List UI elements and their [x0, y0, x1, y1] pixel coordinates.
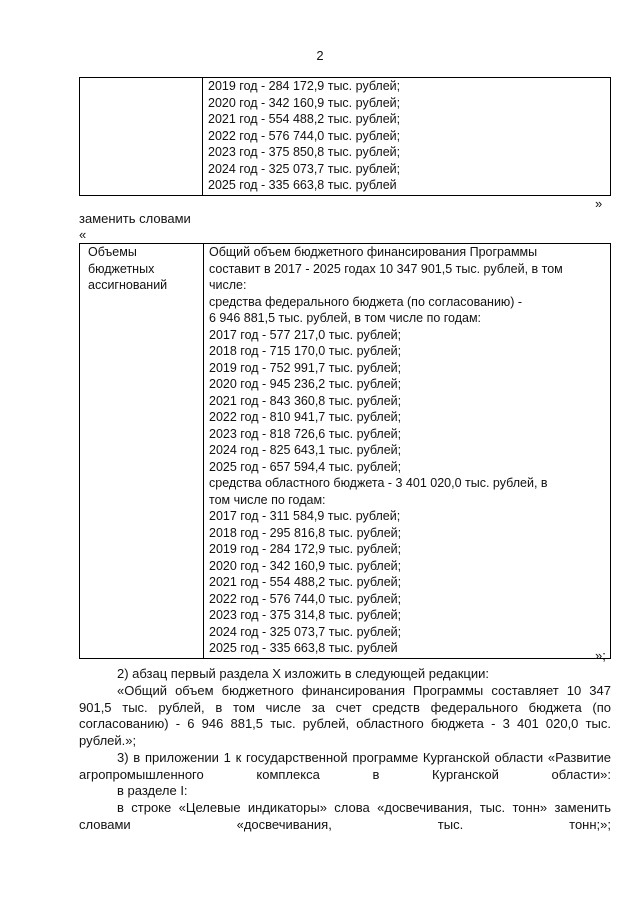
- table-line: 2025 год - 335 663,8 тыс. рублей: [208, 178, 397, 192]
- table-line: 2020 год - 342 160,9 тыс. рублей;: [209, 558, 402, 573]
- table-line: 2021 год - 843 360,8 тыс. рублей;: [209, 393, 402, 408]
- replace-instruction: заменить словами: [79, 211, 191, 226]
- table-line: 2017 год - 577 217,0 тыс. рублей;: [209, 327, 402, 342]
- table-line: 2025 год - 335 663,8 тыс. рублей: [209, 641, 398, 655]
- table-line: 2021 год - 554 488,2 тыс. рублей;: [209, 575, 402, 589]
- table-line: 2024 год - 825 643,1 тыс. рублей;: [209, 443, 402, 457]
- table-label-line: бюджетных: [88, 261, 155, 276]
- table-line: 2023 год - 818 726,6 тыс. рублей;: [209, 426, 402, 441]
- funding-table: [79, 243, 611, 659]
- paragraph-funding-text: «Общий объем бюджетного финансирования Программы составляет 10 347 901,5 тыс. рублей, в том числе за счет средств федерального бюджета (по согласованию) - 6 946 881,5 тыс. рублей, областного бюджета - 3 401 020,0 тыс. рублей.»;: [79, 683, 611, 748]
- table-line: 2019 год - 284 172,9 тыс. рублей;: [209, 542, 402, 556]
- table-label-cell: [80, 244, 204, 659]
- page-number: 2: [316, 48, 324, 63]
- table-fragment-right-cell: [203, 78, 611, 196]
- paragraph-indicators: в строке «Целевые индикаторы» слова «досвечивания, тыс. тонн» заменить словами «досвечивания, тыс. тонн;»;: [79, 800, 611, 832]
- table-line: 2024 год - 325 073,7 тыс. рублей;: [209, 624, 402, 639]
- table-line: 2022 год - 810 941,7 тыс. рублей;: [209, 410, 402, 424]
- table-line: 6 946 881,5 тыс. рублей, в том числе по годам:: [209, 311, 482, 325]
- table-line: 2019 год - 752 991,7 тыс. рублей;: [209, 360, 402, 375]
- closing-quote: »;: [595, 648, 606, 663]
- table-line: 2019 год - 284 172,9 тыс. рублей;: [208, 79, 401, 93]
- table-fragment-left-cell: [80, 78, 203, 196]
- table-line: 2017 год - 311 584,9 тыс. рублей;: [209, 509, 401, 523]
- table-line: 2022 год - 576 744,0 тыс. рублей;: [209, 591, 402, 606]
- paragraph-item-3: 3) в приложении 1 к государственной программе Курганской области «Развитие агропромышленного комплекса в Курганской области»:: [79, 750, 611, 782]
- table-line: 2024 год - 325 073,7 тыс. рублей;: [208, 161, 401, 176]
- table-line: 2025 год - 657 594,4 тыс. рублей;: [209, 459, 402, 474]
- paragraph-item-2: 2) абзац первый раздела X изложить в следующей редакции:: [117, 666, 489, 681]
- table-line: средства областного бюджета - 3 401 020,0 тыс. рублей, в: [209, 476, 548, 490]
- funding-table-fragment: [79, 77, 611, 196]
- table-content-cell: [204, 244, 611, 659]
- closing-quote: »: [595, 196, 603, 211]
- table-line: 2020 год - 342 160,9 тыс. рублей;: [208, 95, 401, 110]
- table-line: 2023 год - 375 850,8 тыс. рублей;: [208, 145, 401, 159]
- table-line: 2018 год - 715 170,0 тыс. рублей;: [209, 344, 402, 358]
- opening-quote: «: [79, 227, 87, 242]
- table-line: средства федерального бюджета (по согласованию) -: [209, 294, 523, 309]
- table-line: Общий объем бюджетного финансирования Программы: [209, 245, 538, 259]
- table-line: составит в 2017 - 2025 годах 10 347 901,5 тыс. рублей, в том: [209, 261, 563, 276]
- table-label-line: Объемы: [88, 245, 137, 259]
- table-line: 2018 год - 295 816,8 тыс. рублей;: [209, 525, 402, 540]
- table-line: 2023 год - 375 314,8 тыс. рублей;: [209, 608, 402, 622]
- table-line: том числе по годам:: [209, 492, 326, 507]
- table-line: 2020 год - 945 236,2 тыс. рублей;: [209, 377, 402, 391]
- table-line: 2022 год - 576 744,0 тыс. рублей;: [208, 128, 401, 143]
- paragraph-section: в разделе I:: [117, 783, 188, 798]
- table-line: 2021 год - 554 488,2 тыс. рублей;: [208, 112, 401, 126]
- table-line: числе:: [209, 278, 247, 292]
- table-label-line: ассигнований: [88, 278, 168, 292]
